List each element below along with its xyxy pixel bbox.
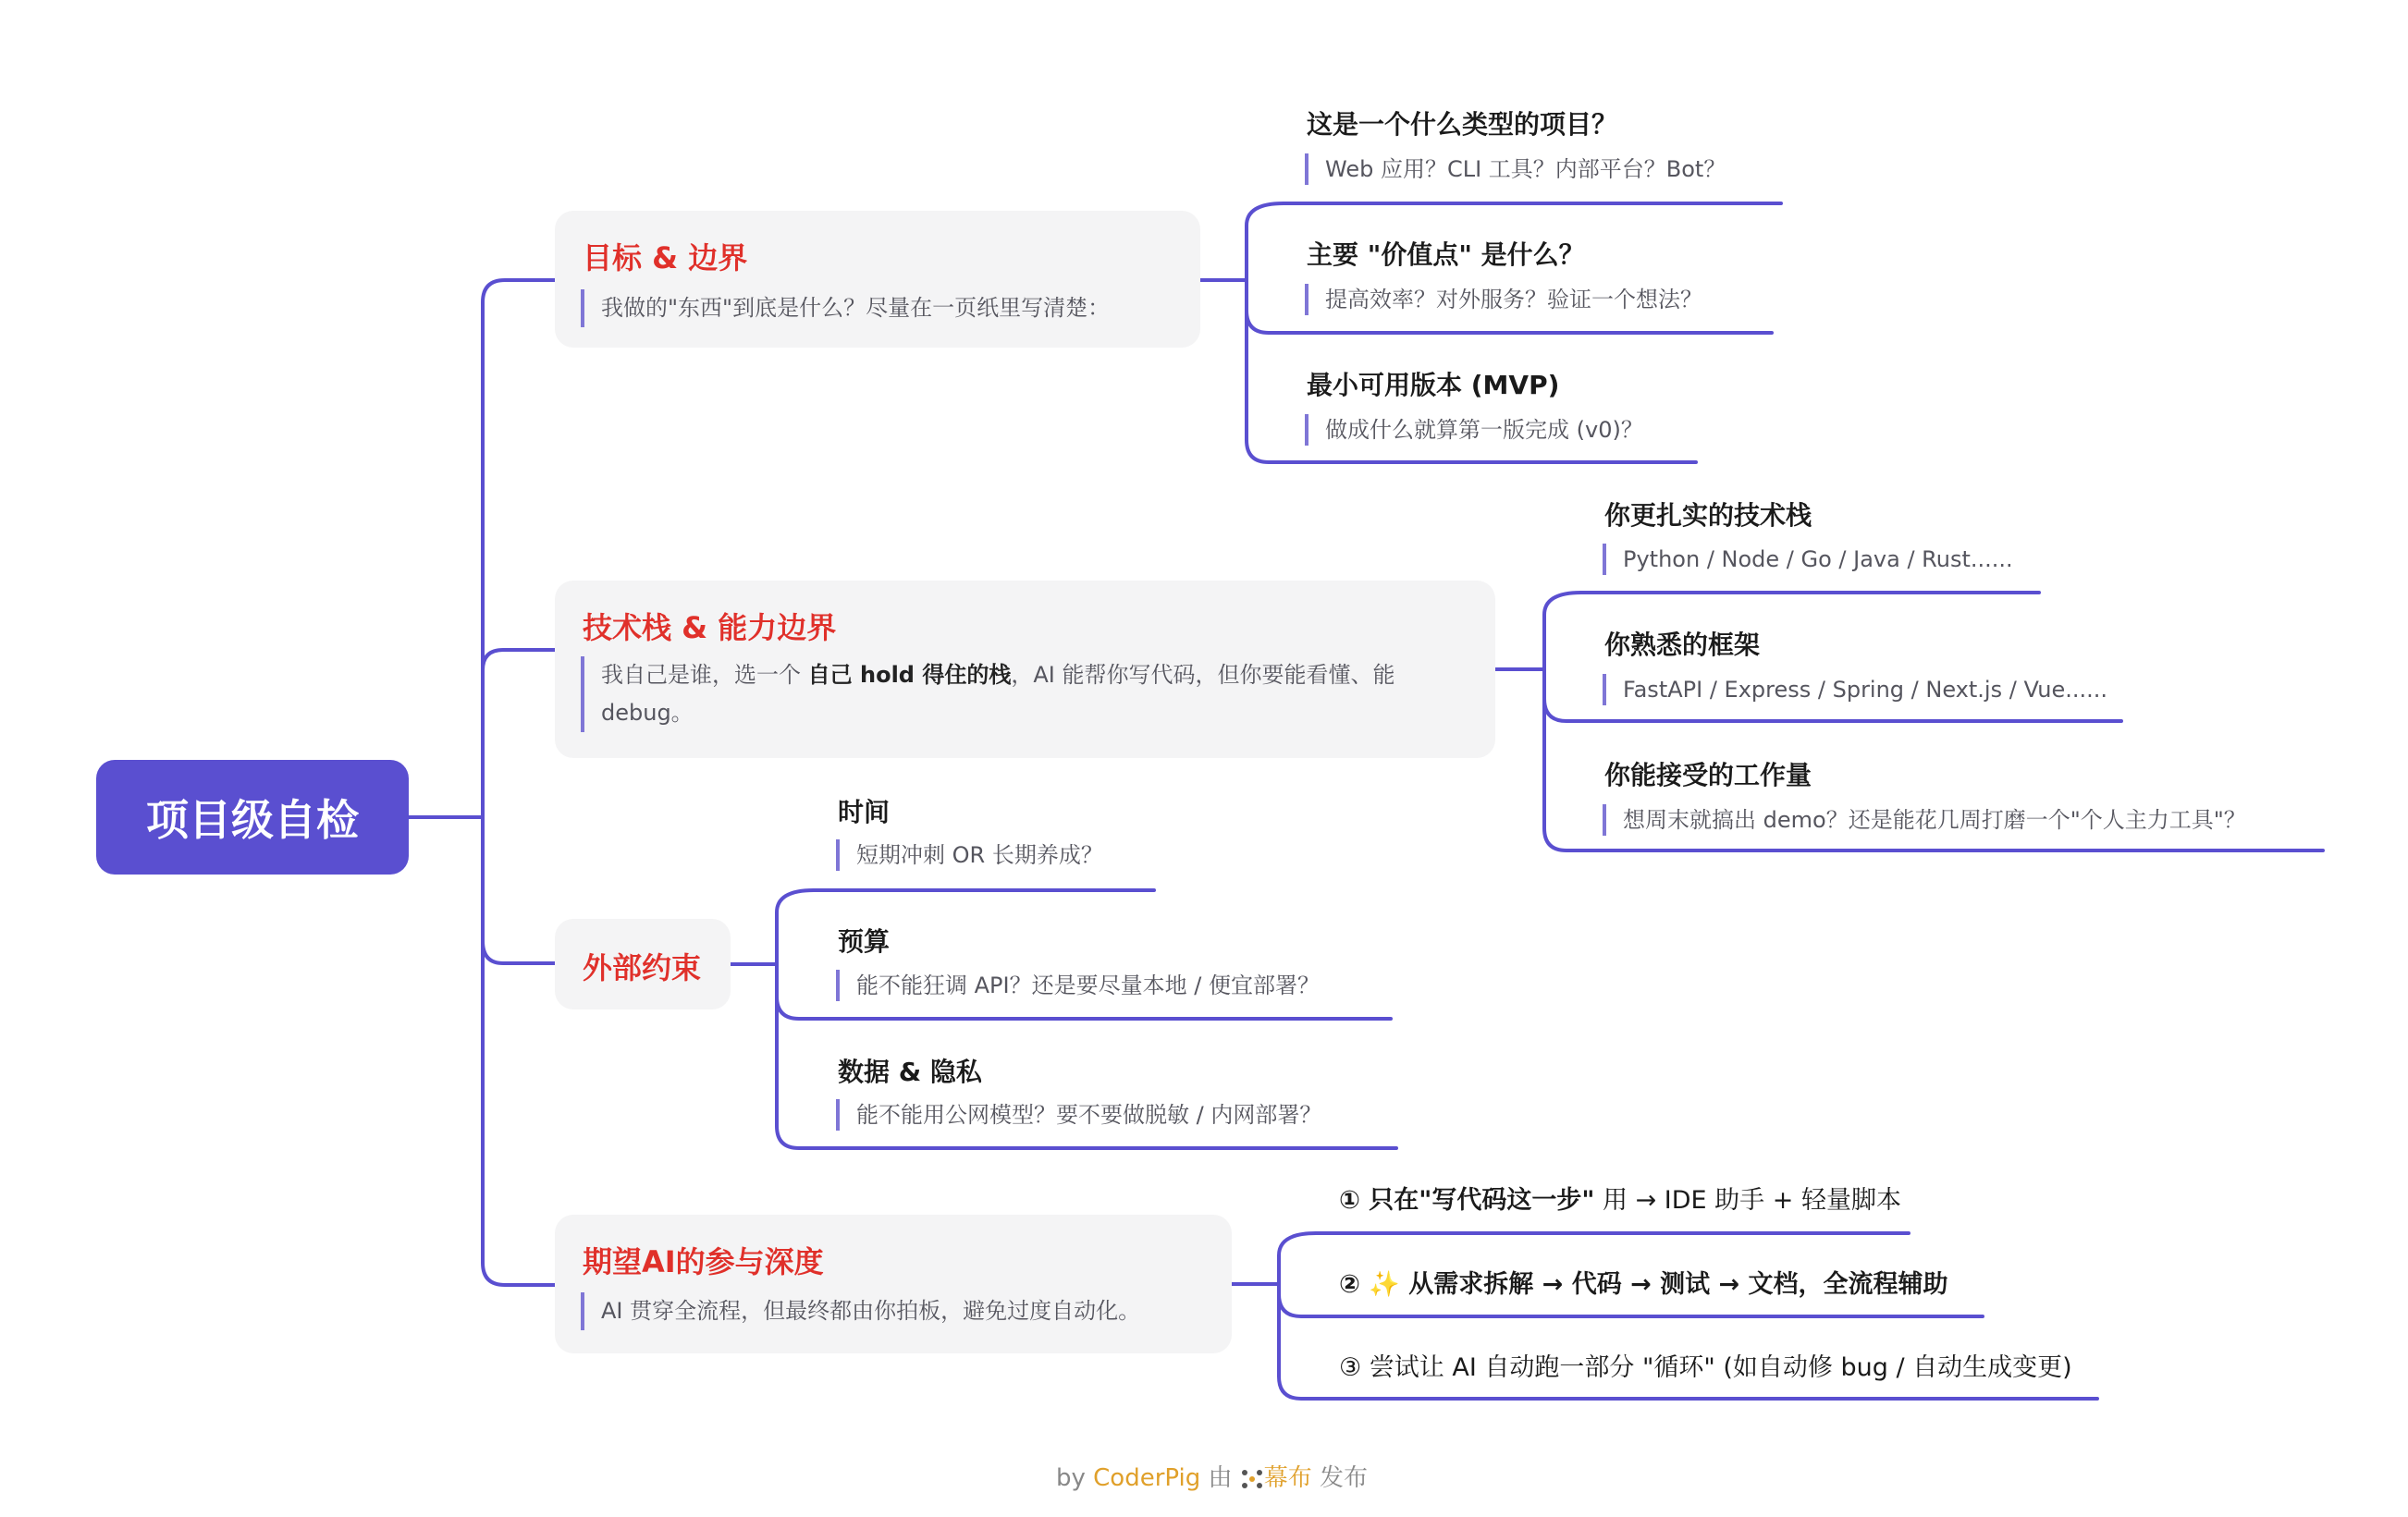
ai-item-1: ① 只在"写代码这一步" 用 → IDE 助手 + 轻量脚本 [1339, 1186, 1901, 1215]
leaf-note-budget: 能不能狂调 API？还是要尽量本地 / 便宜部署？ [836, 970, 1320, 1001]
leaf-title-privacy: 数据 & 隐私 [838, 1057, 982, 1087]
leaf-title-budget: 预算 [838, 926, 891, 957]
mubu-logo-icon [1240, 1467, 1264, 1491]
leaf-note-workload: 想周末就搞出 demo？还是能花几周打磨一个"个人主力工具"？ [1603, 804, 2246, 836]
ai-item-3: ③ 尝试让 AI 自动跑一部分 "循环" (如自动修 bug / 自动生成变更) [1339, 1353, 2072, 1382]
ai-item-2: ② ✨ 从需求拆解 → 代码 → 测试 → 文档，全流程辅助 [1339, 1270, 1948, 1299]
branch-note-ai-depth: AI 贯穿全流程，但最终都由你拍板，避免过度自动化。 [581, 1292, 1140, 1330]
branch-title-ai-depth: 期望AI的参与深度 [583, 1244, 824, 1279]
leaf-title-project-type: 这是一个什么类型的项目？ [1307, 109, 1618, 140]
leaf-note-project-type: Web 应用？CLI 工具？内部平台？Bot？ [1305, 153, 1726, 185]
branch-note-goals: 我做的"东西"到底是什么？尽量在一页纸里写清楚： [581, 289, 1174, 327]
root-label: 项目级自检 [146, 795, 359, 845]
branch-title-constraints: 外部约束 [583, 950, 702, 985]
trunk-line [483, 280, 555, 1285]
leaf-note-value-point: 提高效率？对外服务？验证一个想法？ [1305, 284, 1702, 315]
leaf-title-value-point: 主要 "价值点" 是什么？ [1307, 239, 1585, 270]
leaf-note-privacy: 能不能用公网模型？要不要做脱敏 / 内网部署？ [836, 1099, 1321, 1131]
leaf-note-time: 短期冲刺 OR 长期养成？ [836, 839, 1103, 871]
leaf-title-stack: 你更扎实的技术栈 [1604, 500, 1812, 531]
leaf-title-framework: 你熟悉的框架 [1604, 630, 1761, 660]
branch-card-constraints[interactable] [555, 919, 731, 1009]
branch-note-tech: 我自己是谁，选一个 自己 hold 得住的栈，AI 能帮你写代码，但你要能看懂、能 debug。 [581, 656, 1470, 732]
emphasis-text: 自己 hold 得住的栈 [807, 662, 1012, 688]
leaf-note-framework: FastAPI / Express / Spring / Next.js / Vue...... [1603, 674, 2107, 705]
branch-card-goals[interactable] [555, 211, 1200, 348]
branch-connector-constraints [483, 941, 555, 963]
author-link[interactable]: CoderPig [1093, 1464, 1201, 1492]
root-node[interactable] [96, 760, 409, 875]
branch-card-ai-depth[interactable] [555, 1215, 1232, 1353]
branch-connector-tech [483, 650, 555, 670]
leaf-note-mvp: 做成什么就算第一版完成 (v0)？ [1305, 414, 1643, 446]
branch-title-goals: 目标 & 边界 [583, 240, 748, 275]
footer-credit: by CoderPig 由 幕布 发布 [1056, 1464, 1369, 1492]
branch-title-tech: 技术栈 & 能力边界 [583, 610, 837, 645]
leaf-title-mvp: 最小可用版本 (MVP) [1307, 370, 1560, 400]
leaf-title-time: 时间 [838, 797, 891, 827]
leaf-note-stack: Python / Node / Go / Java / Rust...... [1603, 544, 2013, 575]
branch-card-tech[interactable] [555, 581, 1495, 758]
leaf-title-workload: 你能接受的工作量 [1604, 760, 1812, 790]
brand-name[interactable]: 幕布 [1263, 1464, 1312, 1492]
